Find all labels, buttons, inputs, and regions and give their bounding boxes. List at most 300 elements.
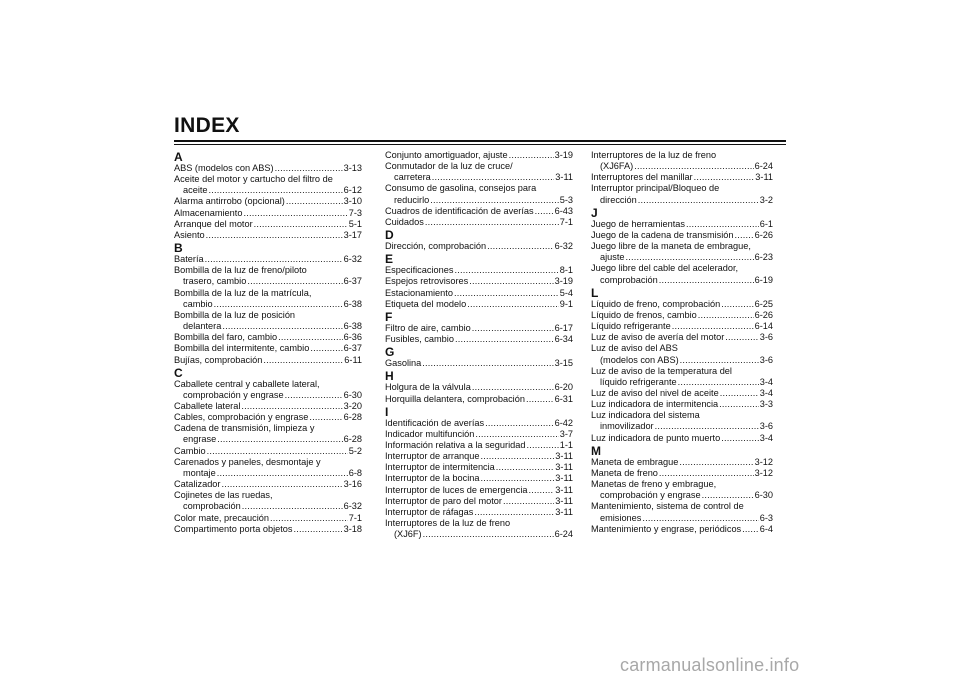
- index-entry-line: [591, 263, 773, 274]
- dot-leader: [293, 524, 342, 535]
- index-page-number: 6-37: [343, 276, 362, 287]
- index-entry-text: reducirlo: [394, 194, 430, 205]
- index-entry: [591, 321, 773, 332]
- index-letter: M: [591, 443, 601, 458]
- dot-leader: [529, 485, 555, 496]
- index-entry-text: Juego libre de la maneta de embrague,: [591, 241, 751, 252]
- dot-leader: [721, 433, 758, 444]
- index-entry: [174, 401, 362, 412]
- index-entry-text: Cambio: [174, 445, 206, 456]
- index-entry-text: Consumo de gasolina, consejos para: [385, 183, 537, 194]
- index-entry: [591, 377, 773, 388]
- index-entry-text: comprobación: [183, 501, 241, 512]
- index-entry-text: Interruptores del manillar: [591, 172, 693, 183]
- dot-leader: [432, 172, 555, 183]
- index-entry-text: Conmutador de la luz de cruce/: [385, 161, 513, 172]
- index-page-number: 6-43: [554, 205, 573, 216]
- index-entry-text: aceite: [183, 185, 208, 196]
- index-entry: [591, 219, 773, 230]
- index-entry: [174, 163, 362, 174]
- index-entry-text: Cuidados: [385, 216, 424, 227]
- index-entry: [385, 382, 573, 393]
- dot-leader: [721, 299, 753, 310]
- index-entry: [385, 265, 573, 276]
- index-page-number: 3-12: [754, 467, 773, 478]
- dot-leader: [642, 513, 758, 524]
- index-page-number: 3-12: [754, 456, 773, 467]
- index-entry-text: Líquido de frenos, cambio: [591, 309, 697, 320]
- index-entry-line: [385, 518, 573, 529]
- dot-leader: [270, 513, 348, 524]
- index-page-number: 6-25: [754, 298, 773, 309]
- index-entry-text: Caballete central y caballete lateral,: [174, 378, 320, 389]
- dot-leader: [735, 230, 754, 241]
- index-entry-line: [591, 183, 773, 194]
- index-page-number: 3-10: [343, 196, 362, 207]
- index-entry-text: Etiqueta del modelo: [385, 298, 467, 309]
- index-entry-text: Luz indicadora de intermitencia: [591, 399, 719, 410]
- index-page-number: 6-30: [754, 490, 773, 501]
- index-entry: [385, 323, 573, 334]
- index-entry-text: Identificación de averías: [385, 417, 485, 428]
- index-entry: [174, 524, 362, 535]
- index-entry: [174, 196, 362, 207]
- index-page-number: 5-1: [348, 218, 362, 229]
- index-page-number: 8-1: [559, 265, 573, 276]
- dot-leader: [509, 150, 554, 161]
- dot-leader: [638, 195, 759, 206]
- dot-leader: [310, 343, 342, 354]
- index-page-number: 6-31: [554, 393, 573, 404]
- index-page-number: 3-4: [759, 376, 773, 387]
- index-column-3: [591, 150, 773, 535]
- index-letter: J: [591, 205, 598, 220]
- index-entry-text: Luz de aviso del nivel de aceite: [591, 387, 719, 398]
- index-entry-text: Catalizador: [174, 479, 221, 490]
- index-entry-line: [174, 490, 362, 501]
- index-entry-text: Luz indicadora del sistema: [591, 410, 700, 421]
- index-page-number: 3-17: [343, 229, 362, 240]
- dot-leader: [698, 310, 754, 321]
- index-page-number: 5-3: [559, 194, 573, 205]
- dot-leader: [422, 358, 553, 369]
- index-entry: [385, 195, 573, 206]
- index-entry: [385, 288, 573, 299]
- index-entry-text: Carenados y paneles, desmontaje y: [174, 456, 321, 467]
- dot-leader: [209, 185, 343, 196]
- index-entry-text: Almacenamiento: [174, 207, 243, 218]
- index-page-number: 6-38: [343, 321, 362, 332]
- dot-leader: [496, 462, 554, 473]
- dot-leader: [526, 394, 554, 405]
- index-page-number: 3-19: [554, 150, 573, 160]
- index-page-number: 3-15: [554, 358, 573, 369]
- dot-leader: [472, 382, 554, 393]
- dot-leader: [659, 275, 754, 286]
- index-entry-text: (XJ6FA): [600, 161, 634, 172]
- dot-leader: [263, 355, 343, 366]
- index-entry: [385, 418, 573, 429]
- index-page-number: 3-18: [343, 523, 362, 534]
- index-entry-text: Interruptor de luces de emergencia: [385, 484, 528, 495]
- index-page-number: 6-8: [348, 467, 362, 478]
- index-entry-text: Luz de aviso de la temperatura del: [591, 365, 732, 376]
- dot-leader: [309, 412, 342, 423]
- dot-leader: [655, 421, 759, 432]
- dot-leader: [286, 196, 343, 207]
- index-entry: [591, 332, 773, 343]
- index-page-number: 6-26: [754, 229, 773, 240]
- index-column-2: [385, 150, 573, 540]
- index-column-1: [174, 150, 362, 535]
- dot-leader: [481, 473, 555, 484]
- index-page-number: 7-3: [348, 207, 362, 218]
- index-page-number: 6-23: [754, 252, 773, 263]
- index-entry: [591, 524, 773, 535]
- title-rule-thin: [174, 144, 786, 145]
- index-letter: I: [385, 404, 389, 419]
- index-page-number: 3-4: [759, 432, 773, 443]
- index-entry-text: Manetas de freno y embrague,: [591, 479, 717, 490]
- dot-leader: [526, 440, 558, 451]
- index-page-number: 6-19: [754, 274, 773, 285]
- index-entry: [385, 529, 573, 540]
- index-entry-line: [591, 366, 773, 377]
- index-entry-text: comprobación y engrase: [600, 490, 701, 501]
- index-entry-line: [591, 410, 773, 421]
- index-entry-text: Interruptores de la luz de freno: [385, 518, 511, 529]
- index-entry-line: [174, 379, 362, 390]
- dot-leader: [430, 195, 558, 206]
- index-entry: [591, 275, 773, 286]
- index-page-number: 6-28: [343, 434, 362, 445]
- index-entry: [174, 185, 362, 196]
- index-entry-text: cambio: [183, 298, 213, 309]
- dot-leader: [247, 276, 342, 287]
- index-entry: [174, 254, 362, 265]
- index-letter: F: [385, 309, 393, 324]
- index-entry-line: [385, 183, 573, 194]
- index-entry: [174, 513, 362, 524]
- index-entry: [385, 206, 573, 217]
- index-entry-text: Interruptor de intermitencia: [385, 462, 495, 473]
- index-entry-text: Especificaciones: [385, 265, 454, 276]
- index-entry: [385, 241, 573, 252]
- index-entry-line: [385, 161, 573, 172]
- index-page-number: 3-11: [555, 506, 573, 517]
- index-entry-text: Conjunto amortiguador, ajuste: [385, 150, 508, 160]
- index-entry: [174, 355, 362, 366]
- dot-leader: [535, 206, 554, 217]
- index-entry: [385, 150, 573, 161]
- index-entry: [174, 230, 362, 241]
- dot-leader: [278, 332, 342, 343]
- index-entry-text: (modelos con ABS): [600, 354, 679, 365]
- index-page-number: 5-4: [559, 287, 573, 298]
- dot-leader: [472, 323, 554, 334]
- index-entry: [591, 388, 773, 399]
- dot-leader: [481, 451, 555, 462]
- dot-leader: [217, 434, 342, 445]
- index-page-number: 3-16: [343, 479, 362, 490]
- index-page-number: 3-11: [555, 495, 573, 506]
- index-entry-text: Bombilla del faro, cambio: [174, 332, 278, 343]
- dot-leader: [469, 276, 553, 287]
- index-entry-text: Compartimento porta objetos: [174, 523, 293, 534]
- index-page-number: 7-1: [559, 216, 573, 227]
- index-letter: A: [174, 150, 183, 164]
- index-entry-line: [174, 457, 362, 468]
- dot-leader: [720, 388, 759, 399]
- index-entry-text: Arranque del motor: [174, 218, 253, 229]
- index-entry-text: Cuadros de identificación de averías: [385, 205, 534, 216]
- index-page-number: 6-28: [343, 412, 362, 423]
- index-page-number: 6-1: [759, 218, 773, 229]
- index-entry-line: [174, 288, 362, 299]
- index-page-number: 3-11: [555, 451, 573, 462]
- index-entry: [174, 468, 362, 479]
- index-entry-text: trasero, cambio: [183, 276, 247, 287]
- index-letter: B: [174, 241, 183, 256]
- index-entry-text: Mantenimiento y engrase, periódicos: [591, 523, 742, 534]
- index-entry: [174, 412, 362, 423]
- index-entry: [385, 358, 573, 369]
- index-page-number: 6-36: [343, 332, 362, 343]
- index-entry-text: Maneta de embrague: [591, 456, 679, 467]
- index-entry-text: Batería: [174, 254, 204, 265]
- index-entry-text: Filtro de aire, cambio: [385, 322, 471, 333]
- index-entry-text: Caballete lateral: [174, 400, 241, 411]
- dot-leader: [679, 457, 753, 468]
- index-page-number: 3-6: [759, 421, 773, 432]
- index-entry-text: montaje: [183, 467, 216, 478]
- index-entry: [591, 161, 773, 172]
- index-page-number: 7-1: [348, 512, 362, 523]
- index-entry-text: Holgura de la válvula: [385, 382, 471, 393]
- index-entry-text: Interruptor de ráfagas: [385, 506, 474, 517]
- dot-leader: [503, 496, 554, 507]
- index-letter: E: [385, 252, 394, 267]
- dot-leader: [678, 377, 759, 388]
- index-entry-text: inmovilizador: [600, 421, 654, 432]
- index-entry: [385, 496, 573, 507]
- index-entry: [591, 299, 773, 310]
- index-page-number: 3-13: [343, 163, 362, 173]
- index-entry: [174, 276, 362, 287]
- index-entry: [591, 195, 773, 206]
- index-entry: [591, 490, 773, 501]
- index-entry: [385, 429, 573, 440]
- index-page-number: 9-1: [559, 298, 573, 309]
- index-entry: [385, 394, 573, 405]
- index-entry: [591, 310, 773, 321]
- index-page-number: 6-26: [754, 309, 773, 320]
- index-entry-text: Alarma antirrobo (opcional): [174, 196, 285, 207]
- index-entry-text: Juego de la cadena de transmisión: [591, 229, 734, 240]
- index-page-number: 3-11: [555, 172, 573, 183]
- dot-leader: [455, 334, 554, 345]
- index-page-number: 6-17: [554, 322, 573, 333]
- index-entry: [174, 343, 362, 354]
- index-entry: [385, 507, 573, 518]
- dot-leader: [487, 241, 554, 252]
- index-entry-text: delantera: [183, 321, 222, 332]
- index-entry: [174, 446, 362, 457]
- index-entry-text: líquido refrigerante: [600, 376, 677, 387]
- index-entry: [385, 172, 573, 183]
- index-entry: [591, 355, 773, 366]
- index-page-number: 6-42: [554, 417, 573, 428]
- index-entry: [385, 276, 573, 287]
- index-entry-text: Color mate, precaución: [174, 512, 269, 523]
- index-page-number: 3-6: [759, 332, 773, 343]
- title-rule: [174, 140, 786, 142]
- index-entry-text: Cables, comprobación y engrase: [174, 412, 309, 423]
- index-entry-line: [174, 310, 362, 321]
- index-entry-line: [174, 265, 362, 276]
- index-page-number: 3-2: [759, 194, 773, 205]
- index-entry-text: Juego libre del cable del acelerador,: [591, 263, 739, 274]
- index-entry: [385, 462, 573, 473]
- index-page-number: 3-20: [343, 400, 362, 411]
- dot-leader: [680, 355, 759, 366]
- dot-leader: [672, 321, 754, 332]
- dot-leader: [275, 163, 343, 174]
- index-page-number: 3-19: [554, 276, 573, 287]
- index-entry-text: ABS (modelos con ABS): [174, 163, 274, 173]
- index-entry: [385, 299, 573, 310]
- dot-leader: [485, 418, 554, 429]
- index-page-number: 6-24: [554, 529, 573, 540]
- index-entry-text: Maneta de freno: [591, 467, 658, 478]
- index-entry-text: Cadena de transmisión, limpieza y: [174, 423, 315, 434]
- dot-leader: [207, 446, 348, 457]
- index-entry-line: [591, 150, 773, 161]
- index-page-number: 6-38: [343, 298, 362, 309]
- index-page-number: 3-11: [555, 484, 573, 495]
- dot-leader: [241, 401, 342, 412]
- index-entry-text: Asiento: [174, 229, 205, 240]
- index-entry: [591, 457, 773, 468]
- index-entry: [174, 219, 362, 230]
- dot-leader: [454, 288, 559, 299]
- index-page-number: 3-11: [555, 462, 573, 473]
- index-entry: [591, 468, 773, 479]
- index-letter: C: [174, 365, 183, 380]
- index-entry-text: emisiones: [600, 512, 642, 523]
- index-entry-line: [174, 174, 362, 185]
- dot-leader: [474, 507, 554, 518]
- dot-leader: [686, 219, 759, 230]
- index-entry-text: Aceite del motor y cartucho del filtro de: [174, 174, 333, 185]
- index-letter: D: [385, 228, 394, 243]
- watermark: carmanualsonline.info: [620, 655, 800, 675]
- dot-leader: [694, 172, 755, 183]
- index-page-number: 6-11: [344, 354, 362, 365]
- index-entry: [174, 321, 362, 332]
- index-entry-text: Interruptor de paro del motor: [385, 495, 502, 506]
- index-entry: [591, 172, 773, 183]
- index-entry-line: [591, 241, 773, 252]
- index-entry-text: Mantenimiento, sistema de control de: [591, 501, 744, 512]
- index-entry-line: [591, 343, 773, 354]
- index-entry-text: Espejos retrovisores: [385, 276, 469, 287]
- index-page-number: 6-30: [343, 389, 362, 400]
- index-entry-text: Bujías, comprobación: [174, 354, 263, 365]
- index-entry-text: Dirección, comprobación: [385, 241, 487, 252]
- index-page-number: 3-4: [759, 387, 773, 398]
- dot-leader: [221, 479, 342, 490]
- index-page-number: 6-3: [759, 512, 773, 523]
- dot-leader: [454, 265, 558, 276]
- dot-leader: [425, 217, 559, 228]
- index-entry: [174, 390, 362, 401]
- dot-leader: [242, 501, 343, 512]
- index-entry-text: Horquilla delantera, comprobación: [385, 393, 525, 404]
- index-page-number: 6-14: [754, 321, 773, 332]
- index-page-number: 3-7: [559, 428, 573, 439]
- index-entry-text: Interruptor principal/Bloqueo de: [591, 183, 720, 194]
- index-entry-text: Estacionamiento: [385, 287, 453, 298]
- dot-leader: [222, 321, 342, 332]
- index-page-number: 1-1: [559, 439, 573, 450]
- index-page-number: 3-6: [759, 354, 773, 365]
- index-entry: [174, 332, 362, 343]
- dot-leader: [285, 390, 343, 401]
- index-page-number: 6-4: [759, 523, 773, 534]
- index-entry: [385, 473, 573, 484]
- index-page-number: 6-24: [754, 161, 773, 172]
- index-letter: G: [385, 345, 395, 360]
- index-page-number: 3-11: [555, 473, 573, 484]
- index-entry: [385, 440, 573, 451]
- index-page-number: 6-32: [343, 501, 362, 512]
- index-entry: [591, 513, 773, 524]
- index-page-number: 5-2: [348, 445, 362, 456]
- index-entry-text: Bombilla de la luz de freno/piloto: [174, 265, 307, 276]
- index-page-number: 3-3: [759, 399, 773, 410]
- index-letter: L: [591, 285, 599, 300]
- index-entry-text: (XJ6F): [394, 529, 422, 540]
- index-entry-text: comprobación: [600, 274, 658, 285]
- index-entry-text: Cojinetes de las ruedas,: [174, 490, 273, 501]
- index-entry-text: Información relativa a la seguridad: [385, 439, 526, 450]
- index-entry-text: Indicador multifunción: [385, 428, 475, 439]
- index-entry-text: Bombilla de la luz de posición: [174, 309, 296, 320]
- dot-leader: [659, 468, 754, 479]
- index-page-number: 3-11: [755, 172, 773, 183]
- index-entry: [385, 451, 573, 462]
- index-entry: [385, 485, 573, 496]
- index-entry-text: Luz de aviso de avería del motor: [591, 332, 725, 343]
- index-entry-text: Líquido de freno, comprobación: [591, 298, 721, 309]
- index-entry-text: Interruptor de arranque: [385, 451, 480, 462]
- index-entry-text: comprobación y engrase: [183, 389, 284, 400]
- dot-leader: [205, 254, 343, 265]
- dot-leader: [243, 208, 347, 219]
- index-entry-text: Bombilla de la luz de la matrícula,: [174, 287, 312, 298]
- dot-leader: [719, 399, 759, 410]
- index-entry-text: Luz de aviso del ABS: [591, 343, 678, 354]
- index-entry: [174, 434, 362, 445]
- index-entry: [591, 252, 773, 263]
- dot-leader: [634, 161, 753, 172]
- index-letter: H: [385, 369, 394, 384]
- index-entry: [591, 230, 773, 241]
- index-entry-text: Fusibles, cambio: [385, 334, 454, 345]
- dot-leader: [217, 468, 348, 479]
- index-entry-line: [591, 501, 773, 512]
